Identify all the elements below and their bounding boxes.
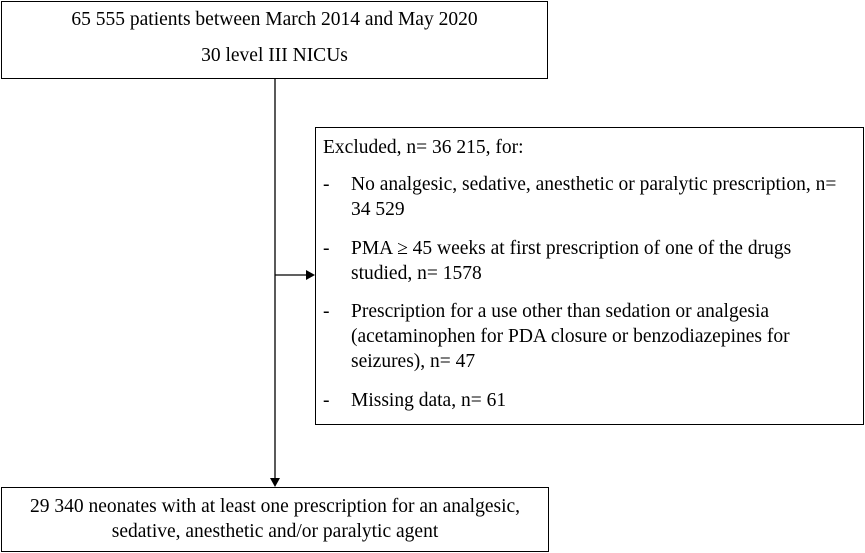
nicu-count-text: 30 level III NICUs xyxy=(201,45,348,66)
exclusion-item xyxy=(323,299,853,374)
exclusion-item xyxy=(323,172,853,222)
exclusion-box xyxy=(315,127,864,425)
main-arrowhead xyxy=(270,478,280,487)
exclusion-item xyxy=(323,236,853,286)
exclusion-item-text: Prescription for a use other than sedation or analgesia (acetaminophen for PDA closure or benzodiazepines for seizures), n= 47 xyxy=(351,301,790,372)
final-cohort-text: 29 340 neonates with at least one prescription for an analgesic, sedative, anesthetic and/or paralytic agent xyxy=(29,496,521,542)
exclusion-item-text: PMA ≥ 45 weeks at first prescription of one of the drugs studied, n= 1578 xyxy=(351,238,792,284)
bullet-dash: - xyxy=(323,238,330,259)
bullet-dash: - xyxy=(323,301,330,322)
bullet-dash: - xyxy=(323,174,330,195)
exclusion-arrowhead xyxy=(306,270,315,280)
final-cohort-box xyxy=(1,487,549,552)
exclusion-header: Excluded, n= 36 215, for: xyxy=(323,137,524,158)
exclusion-item-text: No analgesic, sedative, anesthetic or paralytic prescription, n= 34 529 xyxy=(351,174,837,220)
bullet-dash: - xyxy=(323,390,330,411)
exclusion-item-text: Missing data, n= 61 xyxy=(351,390,507,411)
patient-count-text: 65 555 patients between March 2014 and May 2020 xyxy=(71,9,478,30)
exclusion-item xyxy=(323,388,853,413)
